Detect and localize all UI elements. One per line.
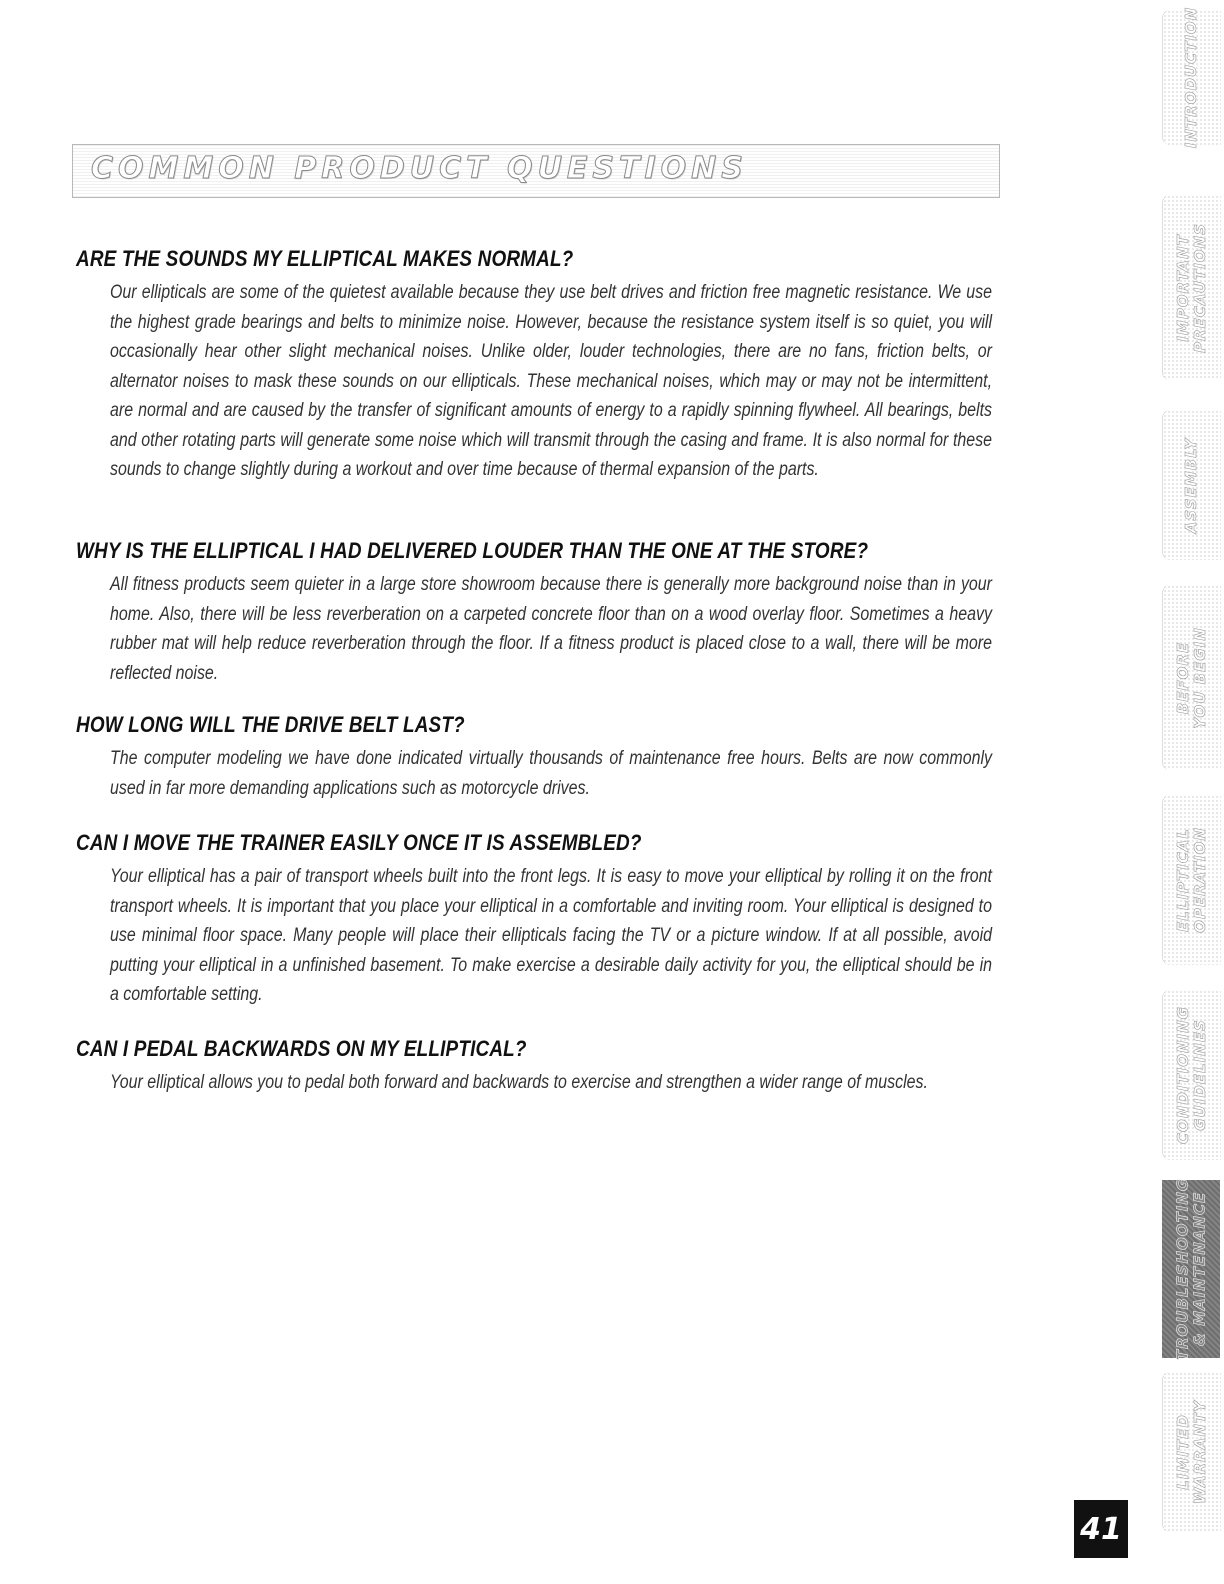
faq-item — [76, 538, 1006, 688]
faq-answer: Your elliptical allows you to pedal both forward and backwards to exercise and strengthen a wider range of muscles. — [110, 1072, 928, 1093]
section-tabs — [1154, 0, 1224, 1584]
page-number: 41 — [1074, 1500, 1128, 1558]
tab-label: IMPORTANT PRECAUTIONS — [1174, 222, 1209, 353]
tab-label: LIMITED WARRANTY — [1174, 1400, 1210, 1504]
tab-introduction[interactable] — [1162, 6, 1221, 149]
section-header — [72, 144, 1000, 198]
tab-label: CONDITIONING GUIDELINES — [1174, 1006, 1210, 1144]
tab-label: BEFORE YOU BEGIN — [1174, 626, 1210, 729]
faq-item — [76, 1036, 1006, 1098]
tab-before-you-begin[interactable] — [1162, 585, 1221, 770]
tab-limited-warranty[interactable] — [1162, 1372, 1221, 1532]
tab-label: INTRODUCTION — [1182, 6, 1201, 149]
faq-question: WHY IS THE ELLIPTICAL I HAD DELIVERED LOUDER THAN THE ONE AT THE STORE? — [76, 538, 869, 563]
tab-label: TROUBLESHOOTING & MAINTENANCE — [1173, 1177, 1208, 1361]
tab-assembly[interactable] — [1162, 410, 1221, 560]
tab-label: ASSEMBLY — [1182, 437, 1201, 533]
tab-conditioning-guidelines[interactable] — [1162, 990, 1221, 1160]
faq-item — [76, 830, 1006, 1010]
faq-question: HOW LONG WILL THE DRIVE BELT LAST? — [76, 712, 465, 737]
page-title: COMMON PRODUCT QUESTIONS — [91, 151, 748, 186]
faq-question: CAN I MOVE THE TRAINER EASILY ONCE IT IS ASSEMBLED? — [76, 830, 642, 855]
faq-answer: The computer modeling we have done indicated virtually thousands of maintenance free hours. Belts are now commonly used in far more demanding applications such as motorcycle drives. — [110, 748, 992, 799]
tab-label: ELLIPTICAL OPERATION — [1174, 827, 1209, 933]
tab-troubleshooting-maintenance[interactable] — [1162, 1177, 1220, 1361]
faq-item — [76, 246, 1006, 485]
tab-elliptical-operation[interactable] — [1162, 795, 1221, 965]
faq-item — [76, 712, 1006, 803]
faq-answer: Our ellipticals are some of the quietest available because they use belt drives and friction free magnetic resistance. We use the highest grade bearings and belts to minimize noise. However, because the resistance system itself is so quiet, you will occasionally hear other slight mechanical noises. Unlike older, louder technologies, there are no fans, friction belts, or alternator noises to mask these sounds on our ellipticals. These mechanical noises, which may or may not be intermittent, are normal and are caused by the transfer of significant amounts of energy to a rapidly spinning flywheel. All bearings, belts and other rotating parts will generate some noise which will transmit through the casing and frame. It is also normal for these sounds to change slightly during a workout and over time because of thermal expansion of the parts. — [110, 282, 992, 480]
faq-answer: All fitness products seem quieter in a large store showroom because there is generally more background noise than in your home. Also, there will be less reverberation on a carpeted concrete floor than on a wood overlay floor. Sometimes a heavy rubber mat will help reduce reverberation through the floor. If a fitness product is placed close to a wall, there will be more reflected noise. — [110, 574, 992, 684]
tab-important-precautions[interactable] — [1162, 195, 1221, 380]
faq-question: ARE THE SOUNDS MY ELLIPTICAL MAKES NORMAL? — [76, 246, 574, 271]
faq-question: CAN I PEDAL BACKWARDS ON MY ELLIPTICAL? — [76, 1036, 527, 1061]
faq-answer: Your elliptical has a pair of transport wheels built into the front legs. It is easy to move your elliptical by rolling it on the front transport wheels. It is important that you place your elliptical in a comfortable and inviting room. Your elliptical is designed to use minimal floor space. Many people will place their ellipticals facing the TV or a picture window. If at all possible, avoid putting your elliptical in a unfinished basement. To make exercise a desirable daily activity for you, the elliptical should be in a comfortable setting. — [110, 866, 992, 1005]
